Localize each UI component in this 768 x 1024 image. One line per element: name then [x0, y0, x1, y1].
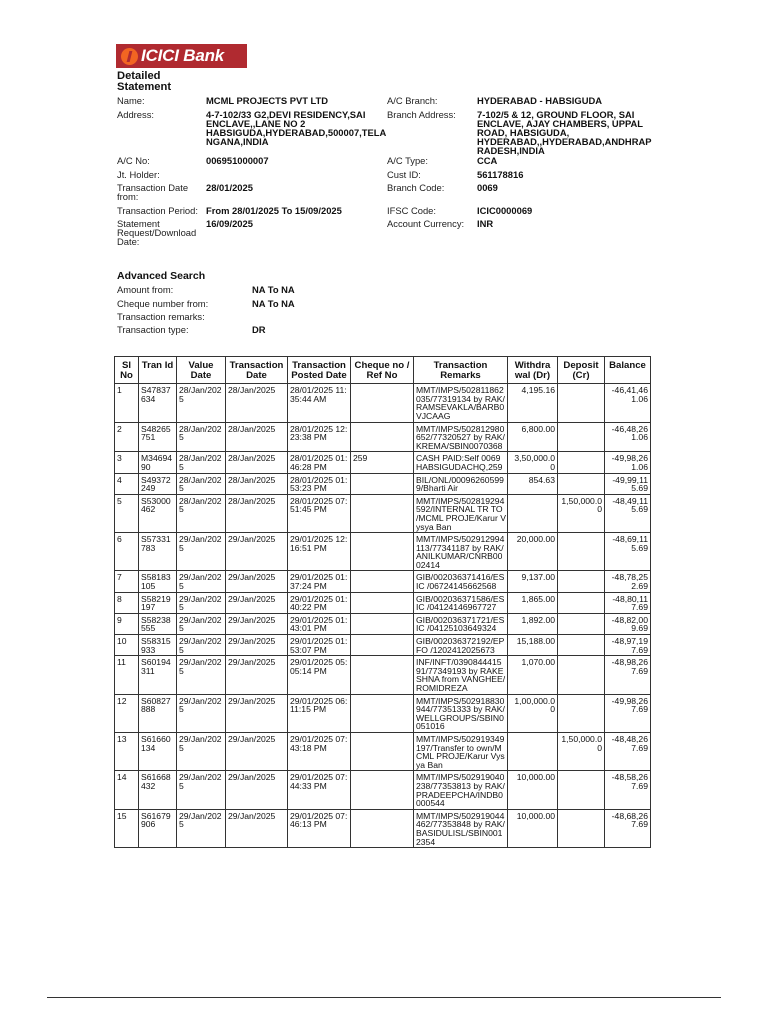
txdate-label: Transaction Date from: — [117, 182, 189, 202]
table-header-row — [115, 357, 651, 384]
cell-posted-date: 28/01/2025 11:35:44 AM — [288, 384, 351, 422]
cell-value-date: 29/Jan/2025 — [177, 732, 226, 770]
cell-cheque-ref — [351, 494, 414, 532]
cell-sl-no: 9 — [115, 613, 139, 634]
cell-cheque-ref — [351, 422, 414, 452]
cell-value-date: 29/Jan/2025 — [177, 571, 226, 592]
branch-code-value: 0069 — [477, 182, 498, 193]
cell-balance: -48,80,117.69 — [605, 592, 651, 613]
cell-tran-id: S58183105 — [139, 571, 177, 592]
cell-withdrawal — [508, 494, 558, 532]
cell-remarks: MMT/IMPS/502819294592/INTERNAL TR TO /MCML PROJE/Karur Vysya Ban — [414, 494, 508, 532]
cell-tran-id: S60194311 — [139, 656, 177, 694]
cell-tran-id: S60827888 — [139, 694, 177, 732]
cell-cheque-ref — [351, 771, 414, 809]
title-line-1: Detailed — [117, 70, 161, 82]
cell-posted-date: 29/01/2025 06:11:15 PM — [288, 694, 351, 732]
ifsc-label: IFSC Code: — [387, 205, 436, 216]
cell-sl-no: 4 — [115, 473, 139, 494]
period-value: From 28/01/2025 To 15/09/2025 — [206, 205, 342, 216]
table-row — [115, 533, 651, 571]
cell-transaction-date: 28/Jan/2025 — [226, 384, 288, 422]
branch-label: A/C Branch: — [387, 95, 438, 106]
cell-deposit — [558, 809, 605, 847]
cell-balance: -49,98,267.69 — [605, 694, 651, 732]
request-date-label: Statement Request/Download Date: — [117, 218, 197, 247]
cell-remarks: MMT/IMPS/502919040238/77353813 by RAK/PRADEEPCHA/INDB0000544 — [414, 771, 508, 809]
cell-transaction-date: 29/Jan/2025 — [226, 694, 288, 732]
cell-tran-id: S61668432 — [139, 771, 177, 809]
cell-withdrawal: 9,137.00 — [508, 571, 558, 592]
cell-deposit — [558, 452, 605, 473]
cell-deposit — [558, 656, 605, 694]
cell-deposit — [558, 771, 605, 809]
cell-deposit — [558, 473, 605, 494]
cell-sl-no: 14 — [115, 771, 139, 809]
cell-withdrawal — [508, 732, 558, 770]
cell-deposit — [558, 635, 605, 656]
cell-sl-no: 6 — [115, 533, 139, 571]
cell-posted-date: 28/01/2025 01:53:23 PM — [288, 473, 351, 494]
table-row — [115, 571, 651, 592]
cell-tran-id: S58219197 — [139, 592, 177, 613]
cell-balance: -48,98,267.69 — [605, 656, 651, 694]
cell-sl-no: 8 — [115, 592, 139, 613]
cell-sl-no: 5 — [115, 494, 139, 532]
cell-cheque-ref — [351, 613, 414, 634]
name-label: Name: — [117, 95, 145, 106]
cell-cheque-ref — [351, 571, 414, 592]
cell-transaction-date: 28/Jan/2025 — [226, 422, 288, 452]
table-row — [115, 452, 651, 473]
cell-balance: -46,41,461.06 — [605, 384, 651, 422]
cell-value-date: 28/Jan/2025 — [177, 494, 226, 532]
header-sl-no: Sl No — [115, 357, 139, 384]
cell-remarks: MMT/IMPS/502918830944/77351333 by RAK/WELLGROUPS/SBIN0051016 — [414, 694, 508, 732]
period-label: Transaction Period: — [117, 205, 198, 216]
cell-remarks: MMT/IMPS/502919044462/77353848 by RAK/BASIDULISL/SBIN0012354 — [414, 809, 508, 847]
cell-posted-date: 28/01/2025 07:51:45 PM — [288, 494, 351, 532]
cell-deposit — [558, 694, 605, 732]
cell-deposit — [558, 533, 605, 571]
cell-cheque-ref — [351, 656, 414, 694]
cell-sl-no: 1 — [115, 384, 139, 422]
currency-value: INR — [477, 218, 494, 229]
cell-cheque-ref — [351, 533, 414, 571]
cell-withdrawal: 20,000.00 — [508, 533, 558, 571]
currency-label: Account Currency: — [387, 218, 465, 229]
branch-address-label: Branch Address: — [387, 109, 456, 120]
cell-cheque-ref: 259 — [351, 452, 414, 473]
acno-label: A/C No: — [117, 155, 150, 166]
table-row — [115, 694, 651, 732]
cell-transaction-date: 29/Jan/2025 — [226, 533, 288, 571]
cell-value-date: 28/Jan/2025 — [177, 384, 226, 422]
cell-transaction-date: 28/Jan/2025 — [226, 473, 288, 494]
header-balance: Balance — [605, 357, 651, 384]
cell-transaction-date: 29/Jan/2025 — [226, 635, 288, 656]
table-row — [115, 635, 651, 656]
cell-sl-no: 2 — [115, 422, 139, 452]
cell-remarks: MMT/IMPS/502811862035/77319134 by RAK/RAMSEVAKLA/BARB0VJCAAG — [414, 384, 508, 422]
transactions-table — [114, 356, 651, 848]
cell-remarks: BIL/ONL/000962605999/Bharti Air — [414, 473, 508, 494]
cell-transaction-date: 29/Jan/2025 — [226, 809, 288, 847]
icici-bank-logo — [116, 44, 247, 68]
cell-posted-date: 28/01/2025 01:46:28 PM — [288, 452, 351, 473]
cell-sl-no: 11 — [115, 656, 139, 694]
cell-cheque-ref — [351, 732, 414, 770]
cell-cheque-ref — [351, 635, 414, 656]
cell-value-date: 28/Jan/2025 — [177, 452, 226, 473]
cell-balance: -48,58,267.69 — [605, 771, 651, 809]
table-row — [115, 473, 651, 494]
header-value-date: Value Date — [177, 357, 226, 384]
cell-balance: -49,98,261.06 — [605, 452, 651, 473]
cell-posted-date: 29/01/2025 01:37:24 PM — [288, 571, 351, 592]
icici-logo-icon — [121, 48, 138, 65]
custid-label: Cust ID: — [387, 169, 421, 180]
cell-withdrawal: 1,892.00 — [508, 613, 558, 634]
cell-value-date: 29/Jan/2025 — [177, 809, 226, 847]
cell-tran-id: S53000462 — [139, 494, 177, 532]
cell-transaction-date: 29/Jan/2025 — [226, 571, 288, 592]
cell-withdrawal: 1,00,000.00 — [508, 694, 558, 732]
cell-transaction-date: 28/Jan/2025 — [226, 494, 288, 532]
cell-balance: -48,48,267.69 — [605, 732, 651, 770]
jt-holder-label: Jt. Holder: — [117, 169, 160, 180]
cell-value-date: 29/Jan/2025 — [177, 613, 226, 634]
cell-value-date: 29/Jan/2025 — [177, 592, 226, 613]
header-tran-id: Tran Id — [139, 357, 177, 384]
cell-posted-date: 29/01/2025 07:43:18 PM — [288, 732, 351, 770]
header-remarks: Transaction Remarks — [414, 357, 508, 384]
ifsc-value: ICIC0000069 — [477, 205, 533, 216]
cell-sl-no: 3 — [115, 452, 139, 473]
cell-remarks: MMT/IMPS/502912994113/77341187 by RAK/ANILKUMAR/CNRB0002414 — [414, 533, 508, 571]
cell-sl-no: 15 — [115, 809, 139, 847]
cell-deposit — [558, 571, 605, 592]
cell-remarks: GIB/002036372192/EPFO /1202412025673 — [414, 635, 508, 656]
cell-tran-id: S49372249 — [139, 473, 177, 494]
cell-posted-date: 29/01/2025 01:40:22 PM — [288, 592, 351, 613]
cell-sl-no: 10 — [115, 635, 139, 656]
actype-value: CCA — [477, 155, 498, 166]
cell-remarks: MMT/IMPS/502812980652/77320527 by RAK/KREMA/SBIN0070368 — [414, 422, 508, 452]
acno-value: 006951000007 — [206, 155, 269, 166]
cell-balance: -48,49,115.69 — [605, 494, 651, 532]
request-date-value: 16/09/2025 — [206, 218, 253, 229]
header-deposit: Deposit (Cr) — [558, 357, 605, 384]
table-row — [115, 809, 651, 847]
cell-posted-date: 29/01/2025 01:43:01 PM — [288, 613, 351, 634]
cell-posted-date: 29/01/2025 07:46:13 PM — [288, 809, 351, 847]
cell-deposit: 1,50,000.00 — [558, 732, 605, 770]
table-row — [115, 613, 651, 634]
cell-withdrawal: 6,800.00 — [508, 422, 558, 452]
table-row — [115, 422, 651, 452]
cell-cheque-ref — [351, 809, 414, 847]
cell-balance: -48,82,009.69 — [605, 613, 651, 634]
table-row — [115, 771, 651, 809]
branch-address-value: 7-102/5 & 12, GROUND FLOOR, SAI ENCLAVE, AJAY CHAMBERS, UPPAL ROAD, HABSIGUDA, HYDERABAD,,HYDERABAD,ANDHRAP RADESH,INDIA — [477, 109, 652, 156]
branch-value: HYDERABAD - HABSIGUDA — [477, 95, 603, 106]
footer-divider — [47, 997, 721, 998]
cell-deposit — [558, 384, 605, 422]
cell-sl-no: 12 — [115, 694, 139, 732]
header-cheque-ref: Cheque no / Ref No — [351, 357, 414, 384]
header-posted-date: Transaction Posted Date — [288, 357, 351, 384]
cell-tran-id: S47837634 — [139, 384, 177, 422]
cell-remarks: GIB/002036371721/ESIC /04125103649324 — [414, 613, 508, 634]
cell-tran-id: S61679906 — [139, 809, 177, 847]
cell-balance: -48,97,197.69 — [605, 635, 651, 656]
cell-remarks: MMT/IMPS/502919349197/Transfer to own/MCML PROJE/Karur Vysya Ban — [414, 732, 508, 770]
cell-value-date: 29/Jan/2025 — [177, 635, 226, 656]
cell-transaction-date: 29/Jan/2025 — [226, 656, 288, 694]
txdate-value: 28/01/2025 — [206, 182, 253, 193]
cell-balance: -48,69,115.69 — [605, 533, 651, 571]
cell-tran-id: S58238555 — [139, 613, 177, 634]
cell-withdrawal: 10,000.00 — [508, 809, 558, 847]
cell-remarks: INF/INFT/039084441591/77349193 by RAKESHNA from VANGHEE/ROMIDREZA — [414, 656, 508, 694]
cheque-label: Cheque number from: — [117, 298, 209, 309]
cell-transaction-date: 29/Jan/2025 — [226, 732, 288, 770]
cell-tran-id: M3469490 — [139, 452, 177, 473]
cell-deposit: 1,50,000.00 — [558, 494, 605, 532]
table-row — [115, 732, 651, 770]
cell-value-date: 28/Jan/2025 — [177, 473, 226, 494]
advanced-search-title: Advanced Search — [117, 270, 206, 282]
amount-label: Amount from: — [117, 284, 174, 295]
cell-withdrawal: 1,070.00 — [508, 656, 558, 694]
address-value: 4-7-102/33 G2,DEVI RESIDENCY,SAI ENCLAVE,,LANE NO 2 HABSIGUDA,HYDERABAD,500007,TELA NGANA,INDIA — [206, 109, 386, 147]
table-row — [115, 592, 651, 613]
type-value: DR — [252, 324, 266, 335]
title-line-2: Statement — [117, 80, 172, 93]
cell-tran-id: S61660134 — [139, 732, 177, 770]
cell-transaction-date: 28/Jan/2025 — [226, 452, 288, 473]
cell-cheque-ref — [351, 473, 414, 494]
cell-deposit — [558, 613, 605, 634]
cell-withdrawal: 4,195.16 — [508, 384, 558, 422]
actype-label: A/C Type: — [387, 155, 428, 166]
cell-transaction-date: 29/Jan/2025 — [226, 613, 288, 634]
cheque-value: NA To NA — [252, 298, 295, 309]
cell-withdrawal: 1,865.00 — [508, 592, 558, 613]
cell-deposit — [558, 422, 605, 452]
cell-balance: -49,99,115.69 — [605, 473, 651, 494]
cell-transaction-date: 29/Jan/2025 — [226, 771, 288, 809]
cell-withdrawal: 3,50,000.00 — [508, 452, 558, 473]
table-row — [115, 384, 651, 422]
cell-value-date: 28/Jan/2025 — [177, 422, 226, 452]
cell-value-date: 29/Jan/2025 — [177, 533, 226, 571]
address-label: Address: — [117, 109, 154, 120]
cell-remarks: CASH PAID:Self 0069 HABSIGUDACHQ,259 — [414, 452, 508, 473]
cell-withdrawal: 15,188.00 — [508, 635, 558, 656]
cell-balance: -46,48,261.06 — [605, 422, 651, 452]
cell-value-date: 29/Jan/2025 — [177, 771, 226, 809]
cell-value-date: 29/Jan/2025 — [177, 656, 226, 694]
cell-cheque-ref — [351, 592, 414, 613]
header-withdrawal: Withdra wal (Dr) — [508, 357, 558, 384]
cell-posted-date: 29/01/2025 07:44:33 PM — [288, 771, 351, 809]
type-label: Transaction type: — [117, 324, 189, 335]
cell-remarks: GIB/002036371586/ESIC /04124146967727 — [414, 592, 508, 613]
header-transaction-date: Transaction Date — [226, 357, 288, 384]
branch-code-label: Branch Code: — [387, 182, 445, 193]
statement-title — [117, 71, 171, 92]
cell-posted-date: 29/01/2025 12:16:51 PM — [288, 533, 351, 571]
logo-text: ICICI Bank — [141, 46, 225, 65]
cell-balance: -48,68,267.69 — [605, 809, 651, 847]
cell-value-date: 29/Jan/2025 — [177, 694, 226, 732]
cell-cheque-ref — [351, 384, 414, 422]
cell-withdrawal: 10,000.00 — [508, 771, 558, 809]
cell-tran-id: S48265751 — [139, 422, 177, 452]
cell-posted-date: 29/01/2025 05:05:14 PM — [288, 656, 351, 694]
custid-value: 561178816 — [477, 169, 524, 180]
amount-value: NA To NA — [252, 284, 295, 295]
cell-transaction-date: 29/Jan/2025 — [226, 592, 288, 613]
cell-tran-id: S57331783 — [139, 533, 177, 571]
cell-posted-date: 28/01/2025 12:23:38 PM — [288, 422, 351, 452]
cell-cheque-ref — [351, 694, 414, 732]
cell-withdrawal: 854.63 — [508, 473, 558, 494]
cell-tran-id: S58315933 — [139, 635, 177, 656]
remarks-label: Transaction remarks: — [117, 311, 205, 322]
cell-balance: -48,78,252.69 — [605, 571, 651, 592]
name-value: MCML PROJECTS PVT LTD — [206, 95, 329, 106]
cell-posted-date: 29/01/2025 01:53:07 PM — [288, 635, 351, 656]
table-row — [115, 494, 651, 532]
table-row — [115, 656, 651, 694]
cell-sl-no: 7 — [115, 571, 139, 592]
cell-remarks: GIB/002036371416/ESIC /06724145662568 — [414, 571, 508, 592]
cell-sl-no: 13 — [115, 732, 139, 770]
cell-deposit — [558, 592, 605, 613]
